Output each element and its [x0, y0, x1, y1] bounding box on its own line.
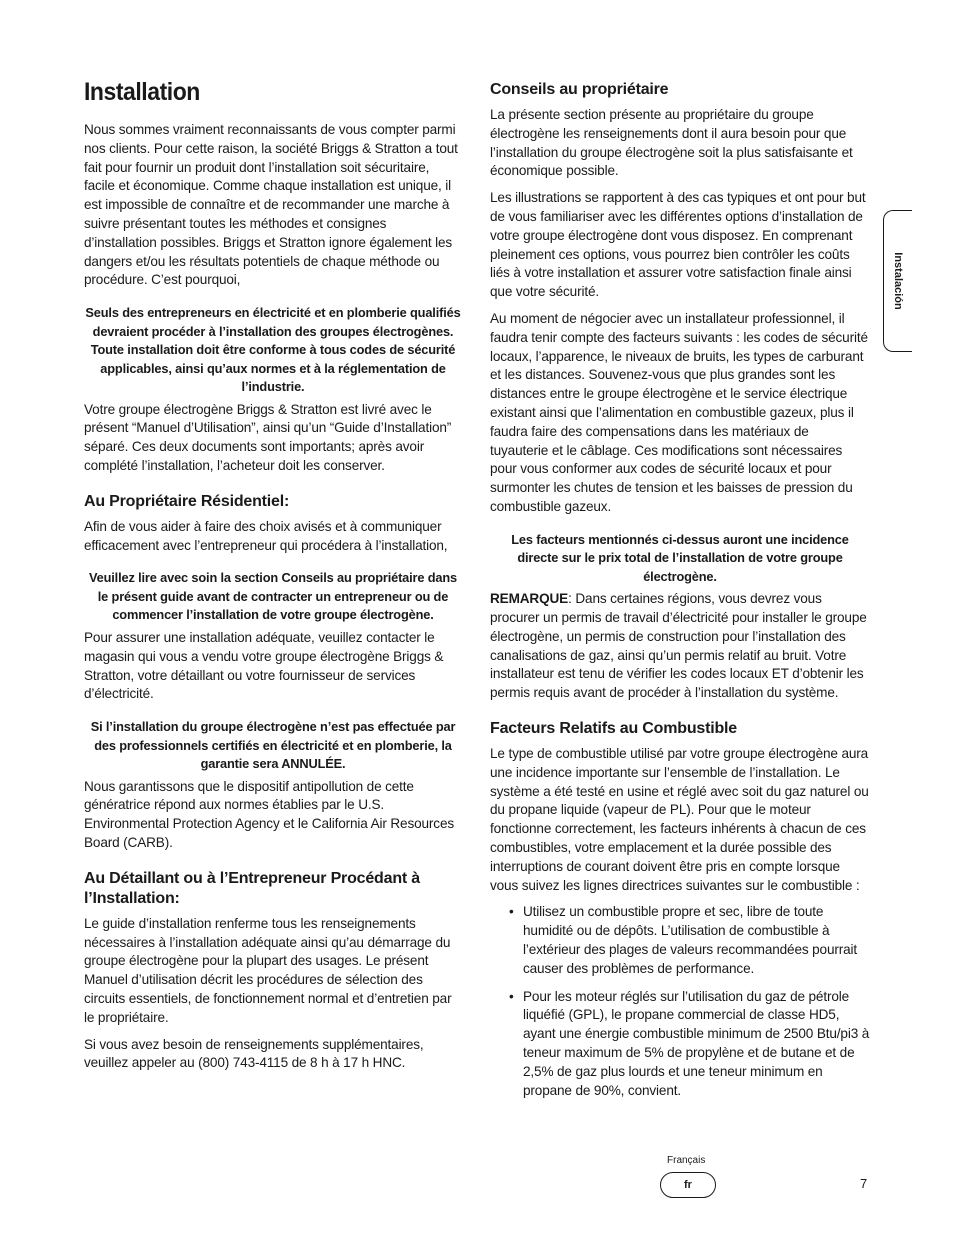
delivery-paragraph: Votre groupe électrogène Briggs & Stratton est livré avec le présent “Manuel d’Utilisation”, ainsi qu’un “Guide d’Installation” séparé. Ces deux documents sont importants; après avoir complété l’installation, l’acheteur doit les conserver. [84, 401, 452, 474]
right-column [490, 78, 870, 1109]
footer-language-label: Français [667, 1155, 706, 1166]
intro-paragraph: Nous sommes vraiment reconnaissants de vous compter parmi nos clients. Pour cette raison, la société Briggs & Stratton a tout fait pour fournir un produit dont l’installation soit sécuritaire, facile et économique. Comme chaque installation est unique, il est impossible de connaître et de recommander une marche à suivre présentant toutes les méthodes et consignes d’installation possibles. Briggs et Stratton ignore également les dangers et/ou les résultats potentiels de chaque méthode ou procédure. C’est pourquoi, [84, 122, 458, 288]
tips-paragraph-2: Les illustrations se rapportent à des cas typiques et ont pour but de vous familiariser avec les différentes options d’installation de votre groupe électrogène dont vous disposez. En comprenant pleinement ces options, vous pourrez bien contrôler les coûts liés à votre installation et assurer votre satisfaction finale ainsi que votre sécurité. [490, 190, 866, 300]
owner-paragraph: Afin de vous aider à faire des choix avisés et à communiquer efficacement avec l’entrepreneur qui procédera à l’installation, [84, 518, 448, 553]
heading-residential-owner: Au Propriétaire Résidentiel: [84, 492, 290, 510]
language-badge: fr [660, 1172, 716, 1198]
side-tab-label: Instalación [892, 252, 904, 310]
left-column [84, 78, 462, 1081]
dealer-paragraph: Le guide d’installation renferme tous les renseignements nécessaires à l’installation adéquate ainsi qu’au démarrage du groupe électrogène pour la plupart des usages. Le présent Manuel d’utilisation décrit les procédures de sélection des circuits essentiels, de fonctionnement normal et d’entretien par le propriétaire. [84, 915, 452, 1025]
qualified-contractors-note: Seuls des entrepreneurs en électricité et en plomberie qualifiés devraient procéder à l’installation des groupes électrogènes. Toute installation doit être conforme à tous codes de sécurité applicables, ainsi qu’aux normes et à la réglementation de l’industrie. [85, 305, 461, 395]
page-number: 7 [860, 1176, 868, 1191]
tips-paragraph-3: Au moment de négocier avec un installateur professionnel, il faudra tenir compte des facteurs suivants : les codes de sécurité locaux, l’apparence, le niveaux de bruits, les types de carburant et les distances. Souvenez-vous que plus grandes sont les distances entre le groupe électrogène et le service électrique existant ainsi que l’alimentation en combustible gazeux, plus il faudra faire des compensations dans les matériaux de tuyauterie et le câblage. Ces modifications sont nécessaires pour vous conformer aux codes de sécurité locaux et pour surmonter les chutes de tension et les baisses de pression du combustible gazeux. [490, 310, 868, 514]
remark-label: REMARQUE [490, 591, 569, 607]
contact-paragraph: Pour assurer une installation adéquate, veuillez contacter le magasin qui vous a vendu votre groupe électrogène Briggs & Stratton, votre détaillant ou votre fournisseur de services d’électricité. [84, 629, 444, 702]
remark-paragraph [490, 590, 870, 703]
read-tips-note: Veuillez lire avec soin la section Conseils au propriétaire dans le présent guide avant de contracter un entrepreneur ou de commencer l’installation de votre groupe électrogène. [88, 570, 458, 623]
heading-owner-tips: Conseils au propriétaire [490, 81, 669, 98]
cost-impact-note: Les facteurs mentionnés ci-dessus auront une incidence directe sur le prix total de l’installation de votre groupe électrogène. [511, 531, 849, 584]
heading-dealer-installer: Au Détaillant ou à l’Entrepreneur Procédant à l’Installation: [84, 869, 420, 907]
phone-paragraph: Si vous avez besoin de renseignements supplémentaires, veuillez appeler au (800) 743-4115 de 8 h à 17 h HNC. [84, 1036, 424, 1071]
page-title: Installation [84, 78, 200, 106]
emissions-paragraph: Nous garantissons que le dispositif antipollution de cette génératrice répond aux normes établies par le U.S. Environmental Protection Agency et le California Air Resources Board (CARB). [84, 778, 455, 851]
tips-paragraph-1: La présente section présente au propriétaire du groupe électrogène les renseignements dont il aura besoin pour que l’installation du groupe électrogène soit la plus satisfaisante et économique possible. [490, 107, 853, 179]
fuel-paragraph: Le type de combustible utilisé par votre groupe électrogène aura une incidence importante sur l’ensemble de l’installation. Le système a été testé en usine et réglé avec soit du gaz naturel ou du propane liquide (vapeur de PL). Pour que le moteur fonctionne correctement, les facteurs inhérents à chacun de ces combustibles, votre emplacement et la durée possible des interruptions de courant doivent être pris en compte lorsque vous suivez les lignes directrices suivantes sur le combustible : [490, 746, 869, 893]
heading-fuel-factors: Facteurs Relatifs au Combustible [490, 720, 737, 738]
warranty-void-note: Si l’installation du groupe électrogène n’est pas effectuée par des professionnels certifiés en électricité et en plomberie, la garantie sera ANNULÉE. [90, 719, 456, 772]
remark-text: : Dans certaines régions, vous devrez vous procurer un permis de travail d’électricité pour installer le groupe électrogène, un permis de construction pour l’installation des canalisations de gaz, ainsi qu’un permis relatif au bruit. Votre installateur est tenu de vérifier les codes locaux ET d’obtenir les permis requis avant de procéder à l’installation du système. [490, 591, 867, 701]
fuel-guidelines-list [490, 903, 870, 1100]
section-side-tab [883, 210, 912, 352]
list-item: • Utilisez un combustible propre et sec, libre de toute humidité ou de dépôts. L’utilisation de combustible à l’extérieur des plages de valeurs recommandées pourrait causer des problèmes de performance. [523, 903, 870, 978]
list-item: • Pour les moteur réglés sur l’utilisation du gaz de pétrole liquéfié (GPL), le propane commercial de classe HD5, ayant une énergie combustible minimum de 2500 Btu/pi3 à teneur maximum de 5% de propylène et de butane et de 2,5% de gaz plus lourds et une teneur minimum en propane de 90%, convient. [523, 988, 870, 1101]
